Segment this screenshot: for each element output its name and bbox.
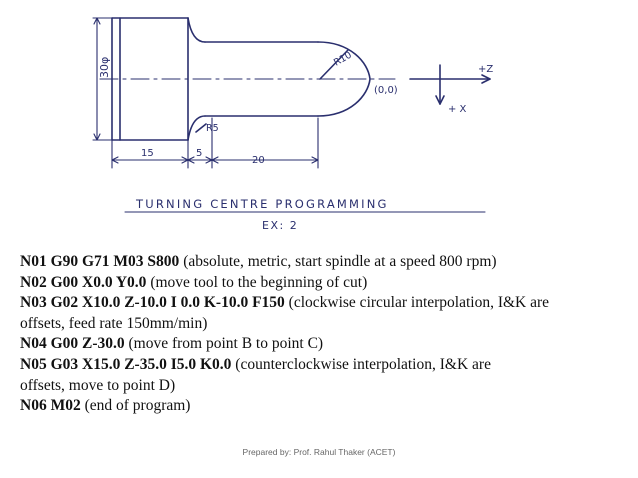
program-line: N02 G00 X0.0 Y0.0 (move tool to the beginning of cut): [20, 273, 368, 291]
origin-label: (0,0): [374, 85, 398, 96]
program-line: offsets, feed rate 150mm/min): [20, 314, 208, 332]
axis-x-label: + X: [448, 104, 467, 115]
program-line: N04 G00 Z-30.0 (move from point B to point C): [20, 335, 324, 353]
program-line: N03 G02 X10.0 Z-10.0 I 0.0 K-10.0 F150 (clockwise circular interpolation, I&K are: [20, 294, 550, 312]
program-line: N06 M02 (end of program): [20, 397, 191, 415]
dim-5-label: 5: [196, 148, 203, 159]
footer-credit: Prepared by: Prof. Rahul Thaker (ACET): [242, 447, 396, 457]
program-line: N05 G03 X15.0 Z-35.0 I5.0 K0.0 (counterclockwise interpolation, I&K are: [20, 355, 491, 373]
dim-15-label: 15: [141, 148, 154, 159]
drawing-title: TURNING CENTRE PROGRAMMING: [136, 197, 389, 211]
dim-r10-label: R10: [332, 49, 354, 69]
dim-r5-label: R5: [206, 123, 219, 134]
program-line: N01 G90 G71 M03 S800 (absolute, metric, start spindle at a speed 800 rpm): [20, 253, 497, 270]
example-label: EX: 2: [262, 219, 299, 232]
cnc-program-listing: [20, 252, 632, 417]
dim-20-label: 20: [252, 155, 265, 166]
axis-z-label: +Z: [478, 64, 494, 75]
dim-diameter-label: 30φ: [98, 56, 111, 78]
program-line: offsets, move to point D): [20, 376, 176, 394]
